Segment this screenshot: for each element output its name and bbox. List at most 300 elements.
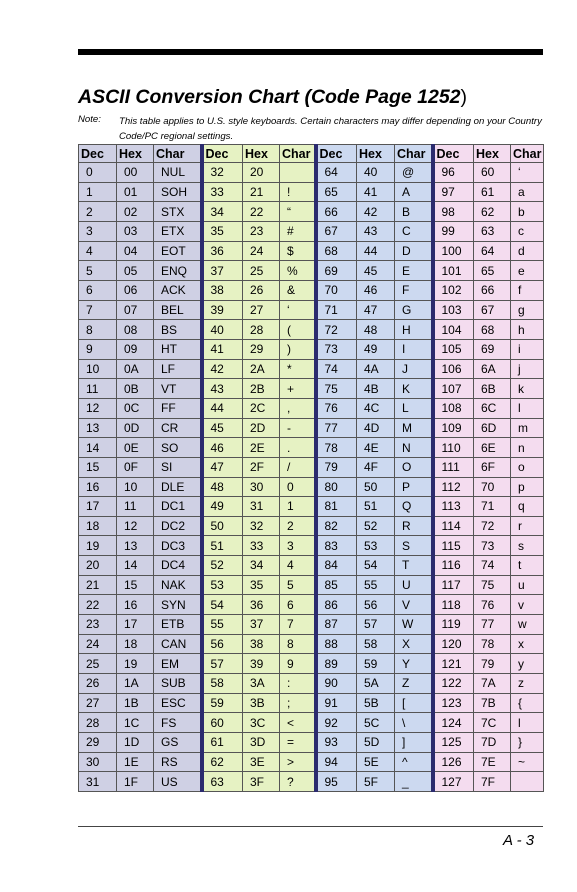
table-row bbox=[79, 379, 544, 399]
table-row bbox=[79, 398, 544, 418]
dec-cell: 57 bbox=[202, 654, 243, 674]
hex-cell: 5D bbox=[357, 733, 395, 753]
hex-cell: 02 bbox=[117, 202, 154, 222]
dec-cell: 48 bbox=[202, 477, 243, 497]
dec-cell: 86 bbox=[316, 595, 357, 615]
table-row bbox=[79, 516, 544, 536]
dec-cell: 15 bbox=[79, 457, 117, 477]
hex-cell: 08 bbox=[117, 320, 154, 340]
dec-cell: 6 bbox=[79, 280, 117, 300]
hex-cell: 01 bbox=[117, 182, 154, 202]
dec-cell: 72 bbox=[316, 320, 357, 340]
hex-cell: 73 bbox=[474, 536, 511, 556]
hex-cell: 59 bbox=[357, 654, 395, 674]
char-cell: o bbox=[511, 457, 544, 477]
hex-cell: 4B bbox=[357, 379, 395, 399]
char-cell: X bbox=[395, 634, 433, 654]
dec-cell: 25 bbox=[79, 654, 117, 674]
dec-cell: 96 bbox=[433, 163, 474, 183]
char-cell: w bbox=[511, 615, 544, 635]
header-dec-3: Dec bbox=[316, 145, 357, 163]
char-cell: H bbox=[395, 320, 433, 340]
char-cell: CR bbox=[154, 418, 202, 438]
hex-cell: 09 bbox=[117, 339, 154, 359]
dec-cell: 64 bbox=[316, 163, 357, 183]
dec-cell: 111 bbox=[433, 457, 474, 477]
dec-cell: 56 bbox=[202, 634, 243, 654]
hex-cell: 0C bbox=[117, 398, 154, 418]
hex-cell: 18 bbox=[117, 634, 154, 654]
hex-cell: 7F bbox=[474, 772, 511, 792]
char-cell: e bbox=[511, 261, 544, 281]
dec-cell: 22 bbox=[79, 595, 117, 615]
dec-cell: 37 bbox=[202, 261, 243, 281]
hex-cell: 34 bbox=[243, 556, 280, 576]
hex-cell: 1D bbox=[117, 733, 154, 753]
page-title bbox=[78, 86, 467, 109]
char-cell: ‘ bbox=[280, 300, 316, 320]
dec-cell: 36 bbox=[202, 241, 243, 261]
dec-cell: 41 bbox=[202, 339, 243, 359]
char-cell bbox=[280, 163, 316, 183]
hex-cell: 5B bbox=[357, 693, 395, 713]
hex-cell: 16 bbox=[117, 595, 154, 615]
char-cell: I bbox=[395, 339, 433, 359]
hex-cell: 61 bbox=[474, 182, 511, 202]
char-cell: C bbox=[395, 221, 433, 241]
char-cell: ACK bbox=[154, 280, 202, 300]
table-row bbox=[79, 634, 544, 654]
dec-cell: 28 bbox=[79, 713, 117, 733]
char-cell: STX bbox=[154, 202, 202, 222]
dec-cell: 38 bbox=[202, 280, 243, 300]
char-cell: . bbox=[280, 438, 316, 458]
hex-cell: 70 bbox=[474, 477, 511, 497]
dec-cell: 46 bbox=[202, 438, 243, 458]
hex-cell: 2B bbox=[243, 379, 280, 399]
dec-cell: 114 bbox=[433, 516, 474, 536]
char-cell: g bbox=[511, 300, 544, 320]
hex-cell: 3E bbox=[243, 752, 280, 772]
hex-cell: 2D bbox=[243, 418, 280, 438]
header-hex-3: Hex bbox=[357, 145, 395, 163]
char-cell: n bbox=[511, 438, 544, 458]
dec-cell: 105 bbox=[433, 339, 474, 359]
dec-cell: 0 bbox=[79, 163, 117, 183]
hex-cell: 0A bbox=[117, 359, 154, 379]
dec-cell: 3 bbox=[79, 221, 117, 241]
table-row bbox=[79, 320, 544, 340]
hex-cell: 4A bbox=[357, 359, 395, 379]
hex-cell: 44 bbox=[357, 241, 395, 261]
char-cell: 7 bbox=[280, 615, 316, 635]
hex-cell: 64 bbox=[474, 241, 511, 261]
dec-cell: 1 bbox=[79, 182, 117, 202]
char-cell: d bbox=[511, 241, 544, 261]
char-cell: y bbox=[511, 654, 544, 674]
char-cell: P bbox=[395, 477, 433, 497]
dec-cell: 75 bbox=[316, 379, 357, 399]
char-cell: } bbox=[511, 733, 544, 753]
char-cell: ENQ bbox=[154, 261, 202, 281]
char-cell: ( bbox=[280, 320, 316, 340]
hex-cell: 35 bbox=[243, 575, 280, 595]
char-cell: - bbox=[280, 418, 316, 438]
char-cell: $ bbox=[280, 241, 316, 261]
char-cell: ! bbox=[280, 182, 316, 202]
hex-cell: 1C bbox=[117, 713, 154, 733]
dec-cell: 79 bbox=[316, 457, 357, 477]
hex-cell: 19 bbox=[117, 654, 154, 674]
char-cell: DC4 bbox=[154, 556, 202, 576]
dec-cell: 30 bbox=[79, 752, 117, 772]
dec-cell: 62 bbox=[202, 752, 243, 772]
char-cell: p bbox=[511, 477, 544, 497]
dec-cell: 52 bbox=[202, 556, 243, 576]
hex-cell: 31 bbox=[243, 497, 280, 517]
char-cell: VT bbox=[154, 379, 202, 399]
hex-cell: 10 bbox=[117, 477, 154, 497]
hex-cell: 6A bbox=[474, 359, 511, 379]
page-number: A - 3 bbox=[503, 832, 535, 849]
dec-cell: 94 bbox=[316, 752, 357, 772]
hex-cell: 4F bbox=[357, 457, 395, 477]
dec-cell: 121 bbox=[433, 654, 474, 674]
dec-cell: 26 bbox=[79, 674, 117, 694]
char-cell: % bbox=[280, 261, 316, 281]
hex-cell: 55 bbox=[357, 575, 395, 595]
char-cell: 4 bbox=[280, 556, 316, 576]
hex-cell: 0E bbox=[117, 438, 154, 458]
hex-cell: 57 bbox=[357, 615, 395, 635]
hex-cell: 69 bbox=[474, 339, 511, 359]
hex-cell: 13 bbox=[117, 536, 154, 556]
char-cell: E bbox=[395, 261, 433, 281]
char-cell: * bbox=[280, 359, 316, 379]
char-cell: B bbox=[395, 202, 433, 222]
table-row bbox=[79, 674, 544, 694]
char-cell: 6 bbox=[280, 595, 316, 615]
dec-cell: 80 bbox=[316, 477, 357, 497]
dec-cell: 29 bbox=[79, 733, 117, 753]
dec-cell: 51 bbox=[202, 536, 243, 556]
hex-cell: 1F bbox=[117, 772, 154, 792]
char-cell: + bbox=[280, 379, 316, 399]
hex-cell: 6D bbox=[474, 418, 511, 438]
dec-cell: 78 bbox=[316, 438, 357, 458]
dec-cell: 13 bbox=[79, 418, 117, 438]
dec-cell: 106 bbox=[433, 359, 474, 379]
hex-cell: 37 bbox=[243, 615, 280, 635]
table-row bbox=[79, 182, 544, 202]
top-rule bbox=[78, 49, 543, 55]
hex-cell: 6C bbox=[474, 398, 511, 418]
dec-cell: 71 bbox=[316, 300, 357, 320]
dec-cell: 33 bbox=[202, 182, 243, 202]
hex-cell: 4E bbox=[357, 438, 395, 458]
char-cell: DC2 bbox=[154, 516, 202, 536]
char-cell: ‘ bbox=[511, 163, 544, 183]
dec-cell: 5 bbox=[79, 261, 117, 281]
table-row bbox=[79, 359, 544, 379]
char-cell: < bbox=[280, 713, 316, 733]
dec-cell: 120 bbox=[433, 634, 474, 654]
hex-cell: 47 bbox=[357, 300, 395, 320]
table-row bbox=[79, 595, 544, 615]
hex-cell: 56 bbox=[357, 595, 395, 615]
dec-cell: 68 bbox=[316, 241, 357, 261]
hex-cell: 78 bbox=[474, 634, 511, 654]
hex-cell: 48 bbox=[357, 320, 395, 340]
hex-cell: 43 bbox=[357, 221, 395, 241]
char-cell bbox=[511, 772, 544, 792]
hex-cell: 0B bbox=[117, 379, 154, 399]
char-cell: \ bbox=[395, 713, 433, 733]
dec-cell: 65 bbox=[316, 182, 357, 202]
dec-cell: 89 bbox=[316, 654, 357, 674]
hex-cell: 38 bbox=[243, 634, 280, 654]
hex-cell: 58 bbox=[357, 634, 395, 654]
hex-cell: 42 bbox=[357, 202, 395, 222]
dec-cell: 59 bbox=[202, 693, 243, 713]
dec-cell: 115 bbox=[433, 536, 474, 556]
char-cell: DLE bbox=[154, 477, 202, 497]
dec-cell: 70 bbox=[316, 280, 357, 300]
char-cell: FF bbox=[154, 398, 202, 418]
dec-cell: 39 bbox=[202, 300, 243, 320]
char-cell: j bbox=[511, 359, 544, 379]
ascii-table bbox=[78, 144, 544, 792]
hex-cell: 28 bbox=[243, 320, 280, 340]
dec-cell: 45 bbox=[202, 418, 243, 438]
note-text: This table applies to U.S. style keyboards. Certain characters may differ depending on your Country Code/PC regional settings. bbox=[119, 116, 542, 142]
char-cell: l bbox=[511, 398, 544, 418]
char-cell: F bbox=[395, 280, 433, 300]
title-text: ASCII Conversion Chart (Code Page 1252 bbox=[78, 86, 461, 108]
table-row bbox=[79, 752, 544, 772]
hex-cell: 3B bbox=[243, 693, 280, 713]
char-cell: ~ bbox=[511, 752, 544, 772]
dec-cell: 87 bbox=[316, 615, 357, 635]
hex-cell: 46 bbox=[357, 280, 395, 300]
table-row bbox=[79, 300, 544, 320]
dec-cell: 24 bbox=[79, 634, 117, 654]
header-dec-4: Dec bbox=[433, 145, 474, 163]
dec-cell: 116 bbox=[433, 556, 474, 576]
char-cell: q bbox=[511, 497, 544, 517]
char-cell: z bbox=[511, 674, 544, 694]
char-cell: 3 bbox=[280, 536, 316, 556]
dec-cell: 77 bbox=[316, 418, 357, 438]
dec-cell: 109 bbox=[433, 418, 474, 438]
header-hex-2: Hex bbox=[243, 145, 280, 163]
hex-cell: 7D bbox=[474, 733, 511, 753]
hex-cell: 75 bbox=[474, 575, 511, 595]
hex-cell: 2A bbox=[243, 359, 280, 379]
char-cell: f bbox=[511, 280, 544, 300]
dec-cell: 63 bbox=[202, 772, 243, 792]
header-char-2: Char bbox=[280, 145, 316, 163]
table-row bbox=[79, 418, 544, 438]
hex-cell: 6B bbox=[474, 379, 511, 399]
hex-cell: 49 bbox=[357, 339, 395, 359]
hex-cell: 3A bbox=[243, 674, 280, 694]
char-cell: ESC bbox=[154, 693, 202, 713]
hex-cell: 2C bbox=[243, 398, 280, 418]
dec-cell: 124 bbox=[433, 713, 474, 733]
dec-cell: 117 bbox=[433, 575, 474, 595]
hex-cell: 39 bbox=[243, 654, 280, 674]
dec-cell: 99 bbox=[433, 221, 474, 241]
hex-cell: 0F bbox=[117, 457, 154, 477]
dec-cell: 113 bbox=[433, 497, 474, 517]
header-char-1: Char bbox=[154, 145, 202, 163]
hex-cell: 0D bbox=[117, 418, 154, 438]
dec-cell: 53 bbox=[202, 575, 243, 595]
dec-cell: 126 bbox=[433, 752, 474, 772]
char-cell: ) bbox=[280, 339, 316, 359]
char-cell: & bbox=[280, 280, 316, 300]
dec-cell: 35 bbox=[202, 221, 243, 241]
hex-cell: 7B bbox=[474, 693, 511, 713]
table-row bbox=[79, 339, 544, 359]
dec-cell: 76 bbox=[316, 398, 357, 418]
char-cell: DC3 bbox=[154, 536, 202, 556]
hex-cell: 26 bbox=[243, 280, 280, 300]
char-cell: N bbox=[395, 438, 433, 458]
char-cell: NUL bbox=[154, 163, 202, 183]
char-cell: = bbox=[280, 733, 316, 753]
dec-cell: 84 bbox=[316, 556, 357, 576]
dec-cell: 122 bbox=[433, 674, 474, 694]
dec-cell: 16 bbox=[79, 477, 117, 497]
hex-cell: 74 bbox=[474, 556, 511, 576]
header-hex-4: Hex bbox=[474, 145, 511, 163]
hex-cell: 7C bbox=[474, 713, 511, 733]
note-label: Note: bbox=[78, 114, 101, 125]
char-cell: SI bbox=[154, 457, 202, 477]
char-cell: ETB bbox=[154, 615, 202, 635]
dec-cell: 102 bbox=[433, 280, 474, 300]
table-row bbox=[79, 772, 544, 792]
table-row bbox=[79, 654, 544, 674]
hex-cell: 3C bbox=[243, 713, 280, 733]
table-header bbox=[79, 145, 544, 163]
char-cell: Q bbox=[395, 497, 433, 517]
char-cell: 9 bbox=[280, 654, 316, 674]
dec-cell: 60 bbox=[202, 713, 243, 733]
header-hex-1: Hex bbox=[117, 145, 154, 163]
hex-cell: 45 bbox=[357, 261, 395, 281]
char-cell: SO bbox=[154, 438, 202, 458]
hex-cell: 3F bbox=[243, 772, 280, 792]
char-cell: G bbox=[395, 300, 433, 320]
char-cell: x bbox=[511, 634, 544, 654]
char-cell: S bbox=[395, 536, 433, 556]
char-cell: ? bbox=[280, 772, 316, 792]
dec-cell: 19 bbox=[79, 536, 117, 556]
hex-cell: 04 bbox=[117, 241, 154, 261]
char-cell: k bbox=[511, 379, 544, 399]
hex-cell: 50 bbox=[357, 477, 395, 497]
hex-cell: 03 bbox=[117, 221, 154, 241]
hex-cell: 71 bbox=[474, 497, 511, 517]
hex-cell: 60 bbox=[474, 163, 511, 183]
char-cell: LF bbox=[154, 359, 202, 379]
dec-cell: 92 bbox=[316, 713, 357, 733]
char-cell: CAN bbox=[154, 634, 202, 654]
dec-cell: 61 bbox=[202, 733, 243, 753]
hex-cell: 7E bbox=[474, 752, 511, 772]
hex-cell: 54 bbox=[357, 556, 395, 576]
char-cell: US bbox=[154, 772, 202, 792]
dec-cell: 112 bbox=[433, 477, 474, 497]
hex-cell: 63 bbox=[474, 221, 511, 241]
hex-cell: 27 bbox=[243, 300, 280, 320]
hex-cell: 4C bbox=[357, 398, 395, 418]
char-cell: GS bbox=[154, 733, 202, 753]
table-row bbox=[79, 477, 544, 497]
dec-cell: 49 bbox=[202, 497, 243, 517]
dec-cell: 20 bbox=[79, 556, 117, 576]
hex-cell: 1E bbox=[117, 752, 154, 772]
hex-cell: 79 bbox=[474, 654, 511, 674]
hex-cell: 11 bbox=[117, 497, 154, 517]
dec-cell: 12 bbox=[79, 398, 117, 418]
hex-cell: 1B bbox=[117, 693, 154, 713]
hex-cell: 5E bbox=[357, 752, 395, 772]
table-row bbox=[79, 221, 544, 241]
dec-cell: 95 bbox=[316, 772, 357, 792]
char-cell: O bbox=[395, 457, 433, 477]
dec-cell: 55 bbox=[202, 615, 243, 635]
dec-cell: 4 bbox=[79, 241, 117, 261]
dec-cell: 98 bbox=[433, 202, 474, 222]
dec-cell: 74 bbox=[316, 359, 357, 379]
hex-cell: 41 bbox=[357, 182, 395, 202]
hex-cell: 66 bbox=[474, 280, 511, 300]
char-cell: ; bbox=[280, 693, 316, 713]
table-row bbox=[79, 202, 544, 222]
char-cell: { bbox=[511, 693, 544, 713]
hex-cell: 62 bbox=[474, 202, 511, 222]
char-cell: SYN bbox=[154, 595, 202, 615]
hex-cell: 21 bbox=[243, 182, 280, 202]
dec-cell: 88 bbox=[316, 634, 357, 654]
dec-cell: 73 bbox=[316, 339, 357, 359]
char-cell: b bbox=[511, 202, 544, 222]
char-cell: @ bbox=[395, 163, 433, 183]
table-row bbox=[79, 575, 544, 595]
dec-cell: 85 bbox=[316, 575, 357, 595]
hex-cell: 17 bbox=[117, 615, 154, 635]
char-cell: h bbox=[511, 320, 544, 340]
hex-cell: 77 bbox=[474, 615, 511, 635]
char-cell: EOT bbox=[154, 241, 202, 261]
header-dec-2: Dec bbox=[202, 145, 243, 163]
dec-cell: 90 bbox=[316, 674, 357, 694]
char-cell: DC1 bbox=[154, 497, 202, 517]
header-char-4: Char bbox=[511, 145, 544, 163]
hex-cell: 65 bbox=[474, 261, 511, 281]
dec-cell: 101 bbox=[433, 261, 474, 281]
hex-cell: 5A bbox=[357, 674, 395, 694]
hex-cell: 25 bbox=[243, 261, 280, 281]
char-cell: ] bbox=[395, 733, 433, 753]
dec-cell: 83 bbox=[316, 536, 357, 556]
table-row bbox=[79, 733, 544, 753]
char-cell: , bbox=[280, 398, 316, 418]
